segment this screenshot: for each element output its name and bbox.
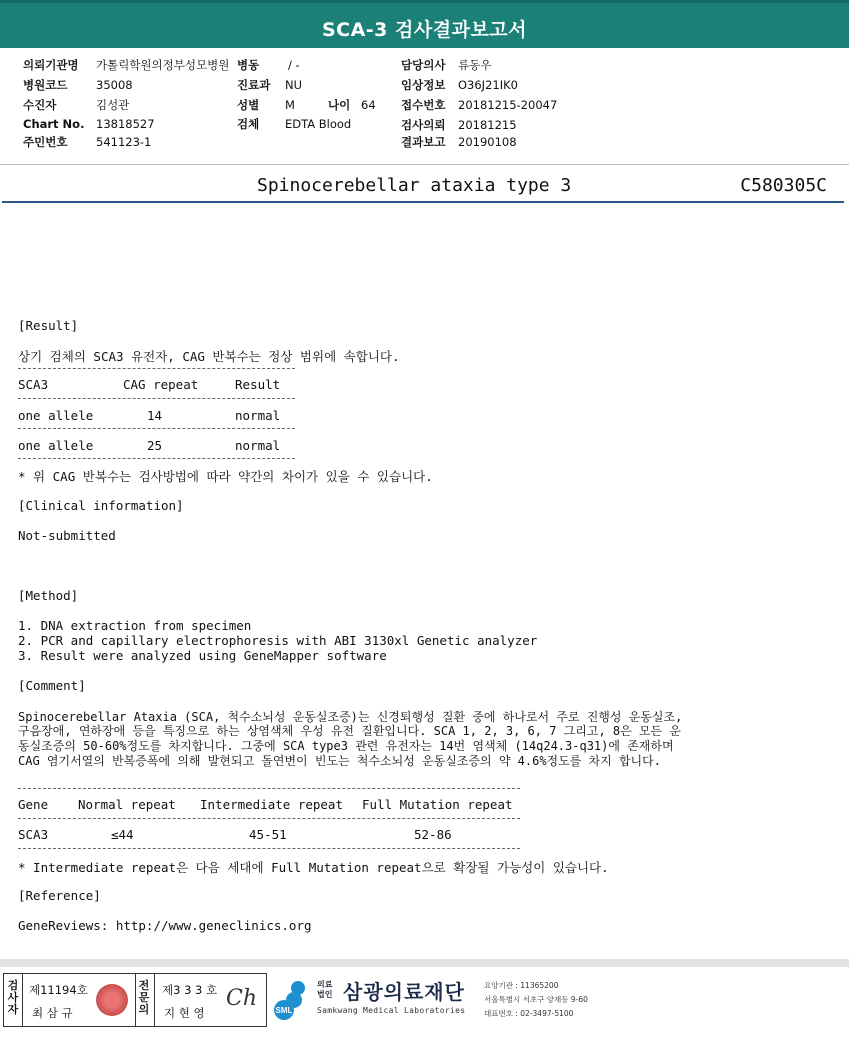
specialist-license: 제3 3 3 호 (162, 983, 218, 997)
org-phone: 대표번호 : 02-3497-5100 (484, 1009, 574, 1018)
result-row-result: normal (235, 438, 281, 453)
result-row-allele: one allele (18, 438, 94, 453)
header-institution: 의뢰기관명 가톨릭학원의정부성모병원 (23, 58, 230, 72)
header-specimen: 검체 EDTA Blood (237, 117, 352, 131)
result-col-repeat: CAG repeat (123, 377, 199, 392)
org-english-name: Samkwang Medical Laboratories (317, 1006, 466, 1015)
header-report-date: 결과보고 20190108 (401, 135, 517, 149)
result-table-rule (18, 458, 295, 459)
org-address: 서울특별시 서초구 양재동 9-60 (484, 995, 588, 1004)
signature-box (3, 973, 267, 1027)
comment-heading: [Comment] (18, 678, 86, 693)
org-name: 삼광의료재단 (343, 980, 465, 1004)
result-heading: [Result] (18, 318, 79, 333)
clinical-heading: [Clinical information] (18, 498, 184, 513)
result-summary: 상기 검체의 SCA3 유전자, CAG 반복수는 정상 범위에 속합니다. (18, 349, 400, 364)
header-sex: 성별 M (237, 98, 295, 112)
repeat-cell-full: 52-86 (414, 827, 452, 842)
clinical-text: Not-submitted (18, 528, 116, 543)
result-table-rule (18, 368, 295, 369)
signature-divider (154, 974, 155, 1026)
header-patient: 수진자 김성관 (23, 98, 130, 112)
repeat-cell-gene: SCA3 (18, 827, 49, 842)
header-resident-no: 주민번호 541123-1 (23, 135, 152, 149)
test-title-rule (2, 201, 844, 203)
footer-band (0, 959, 849, 967)
header-doctor: 담당의사 류동우 (401, 58, 492, 72)
header-clinical-info: 임상정보 O36J21IK0 (401, 78, 518, 92)
method-heading: [Method] (18, 588, 79, 603)
test-name: Spinocerebellar ataxia type 3 (257, 175, 572, 196)
header-accession-no: 접수번호 20181215-20047 (401, 98, 558, 112)
repeat-table-rule (18, 788, 520, 789)
repeat-col-gene: Gene (18, 797, 49, 812)
repeat-col-intermediate: Intermediate repeat (200, 797, 343, 812)
signature-divider (22, 974, 23, 1026)
comment-note: * Intermediate repeat은 다음 세대에 Full Mutation repeat으로 확장될 가능성이 있습니다. (18, 860, 609, 875)
repeat-cell-intermediate: 45-51 (249, 827, 287, 842)
method-step: 3. Result were analyzed using GeneMapper software (18, 648, 387, 663)
method-step: 1. DNA extraction from specimen (18, 618, 252, 633)
result-row-allele: one allele (18, 408, 94, 423)
repeat-cell-normal: ≤44 (111, 827, 134, 842)
sml-logo-icon (272, 978, 312, 1022)
result-table-rule (18, 428, 295, 429)
reference-heading: [Reference] (18, 888, 101, 903)
repeat-col-normal: Normal repeat (78, 797, 176, 812)
specialist-name: 지 현 영 (164, 1006, 205, 1020)
header-hospital-code: 병원코드 35008 (23, 78, 133, 92)
report-title: SCA-3 검사결과보고서 (321, 19, 528, 41)
report-title-bar (0, 0, 849, 48)
org-code: 요양기관 : 11365200 (484, 981, 559, 990)
header-ward: 병동 / - (237, 58, 300, 72)
result-row-repeat: 14 (147, 408, 163, 423)
signature-divider (135, 974, 136, 1026)
examiner-label: 검 사 자 (7, 979, 19, 1016)
repeat-col-full: Full Mutation repeat (362, 797, 513, 812)
examiner-license: 제11194호 (29, 983, 88, 997)
method-step: 2. PCR and capillary electrophoresis with ABI 3130xl Genetic analyzer (18, 633, 538, 648)
header-department: 진료과 NU (237, 78, 303, 92)
specialist-signature-icon: Ch (226, 986, 258, 1011)
comment-line: CAG 염기서열의 반복증폭에 의해 발현되고 돌연변이 빈도는 척수소뇌성 운동실조증의 약 4.6%정도를 차지 합니다. (18, 754, 661, 768)
logo-text: SML (275, 1006, 293, 1015)
comment-line: Spinocerebellar Ataxia (SCA, 척수소뇌성 운동실조증)는 신경퇴행성 질환 중에 하나로서 주로 진행성 운동실조, (18, 710, 683, 724)
header-age: 나이 64 (328, 98, 376, 112)
header-divider (0, 164, 849, 165)
header-chart-no: Chart No. 13818527 (23, 117, 155, 131)
reference-text: GeneReviews: http://www.geneclinics.org (18, 918, 312, 933)
specialist-label: 전 문 의 (138, 979, 150, 1016)
repeat-table-rule (18, 848, 520, 849)
examiner-seal-icon (96, 984, 128, 1016)
result-note: * 위 CAG 반복수는 검사방법에 따라 약간의 차이가 있을 수 있습니다. (18, 469, 433, 484)
result-row-result: normal (235, 408, 281, 423)
org-type: 의료법인 (317, 980, 333, 999)
result-table-rule (18, 398, 295, 399)
result-col-result: Result (235, 377, 281, 392)
examiner-name: 최 삼 규 (32, 1006, 73, 1020)
result-col-gene: SCA3 (18, 377, 49, 392)
comment-line: 구음장애, 연하장애 등을 특징으로 하는 상염색체 우성 유전 질환입니다. SCA 1, 2, 3, 6, 7 그리고, 8은 모든 운 (18, 724, 681, 738)
result-row-repeat: 25 (147, 438, 163, 453)
header-request-date: 검사의뢰 20181215 (401, 118, 517, 132)
comment-line: 동실조증의 50-60%정도를 차지합니다. 그중에 SCA type3 관련 유전자는 14번 염색체 (14q24.3-q31)에 존재하며 (18, 739, 674, 753)
repeat-table-rule (18, 818, 520, 819)
test-code: C580305C (740, 175, 827, 196)
